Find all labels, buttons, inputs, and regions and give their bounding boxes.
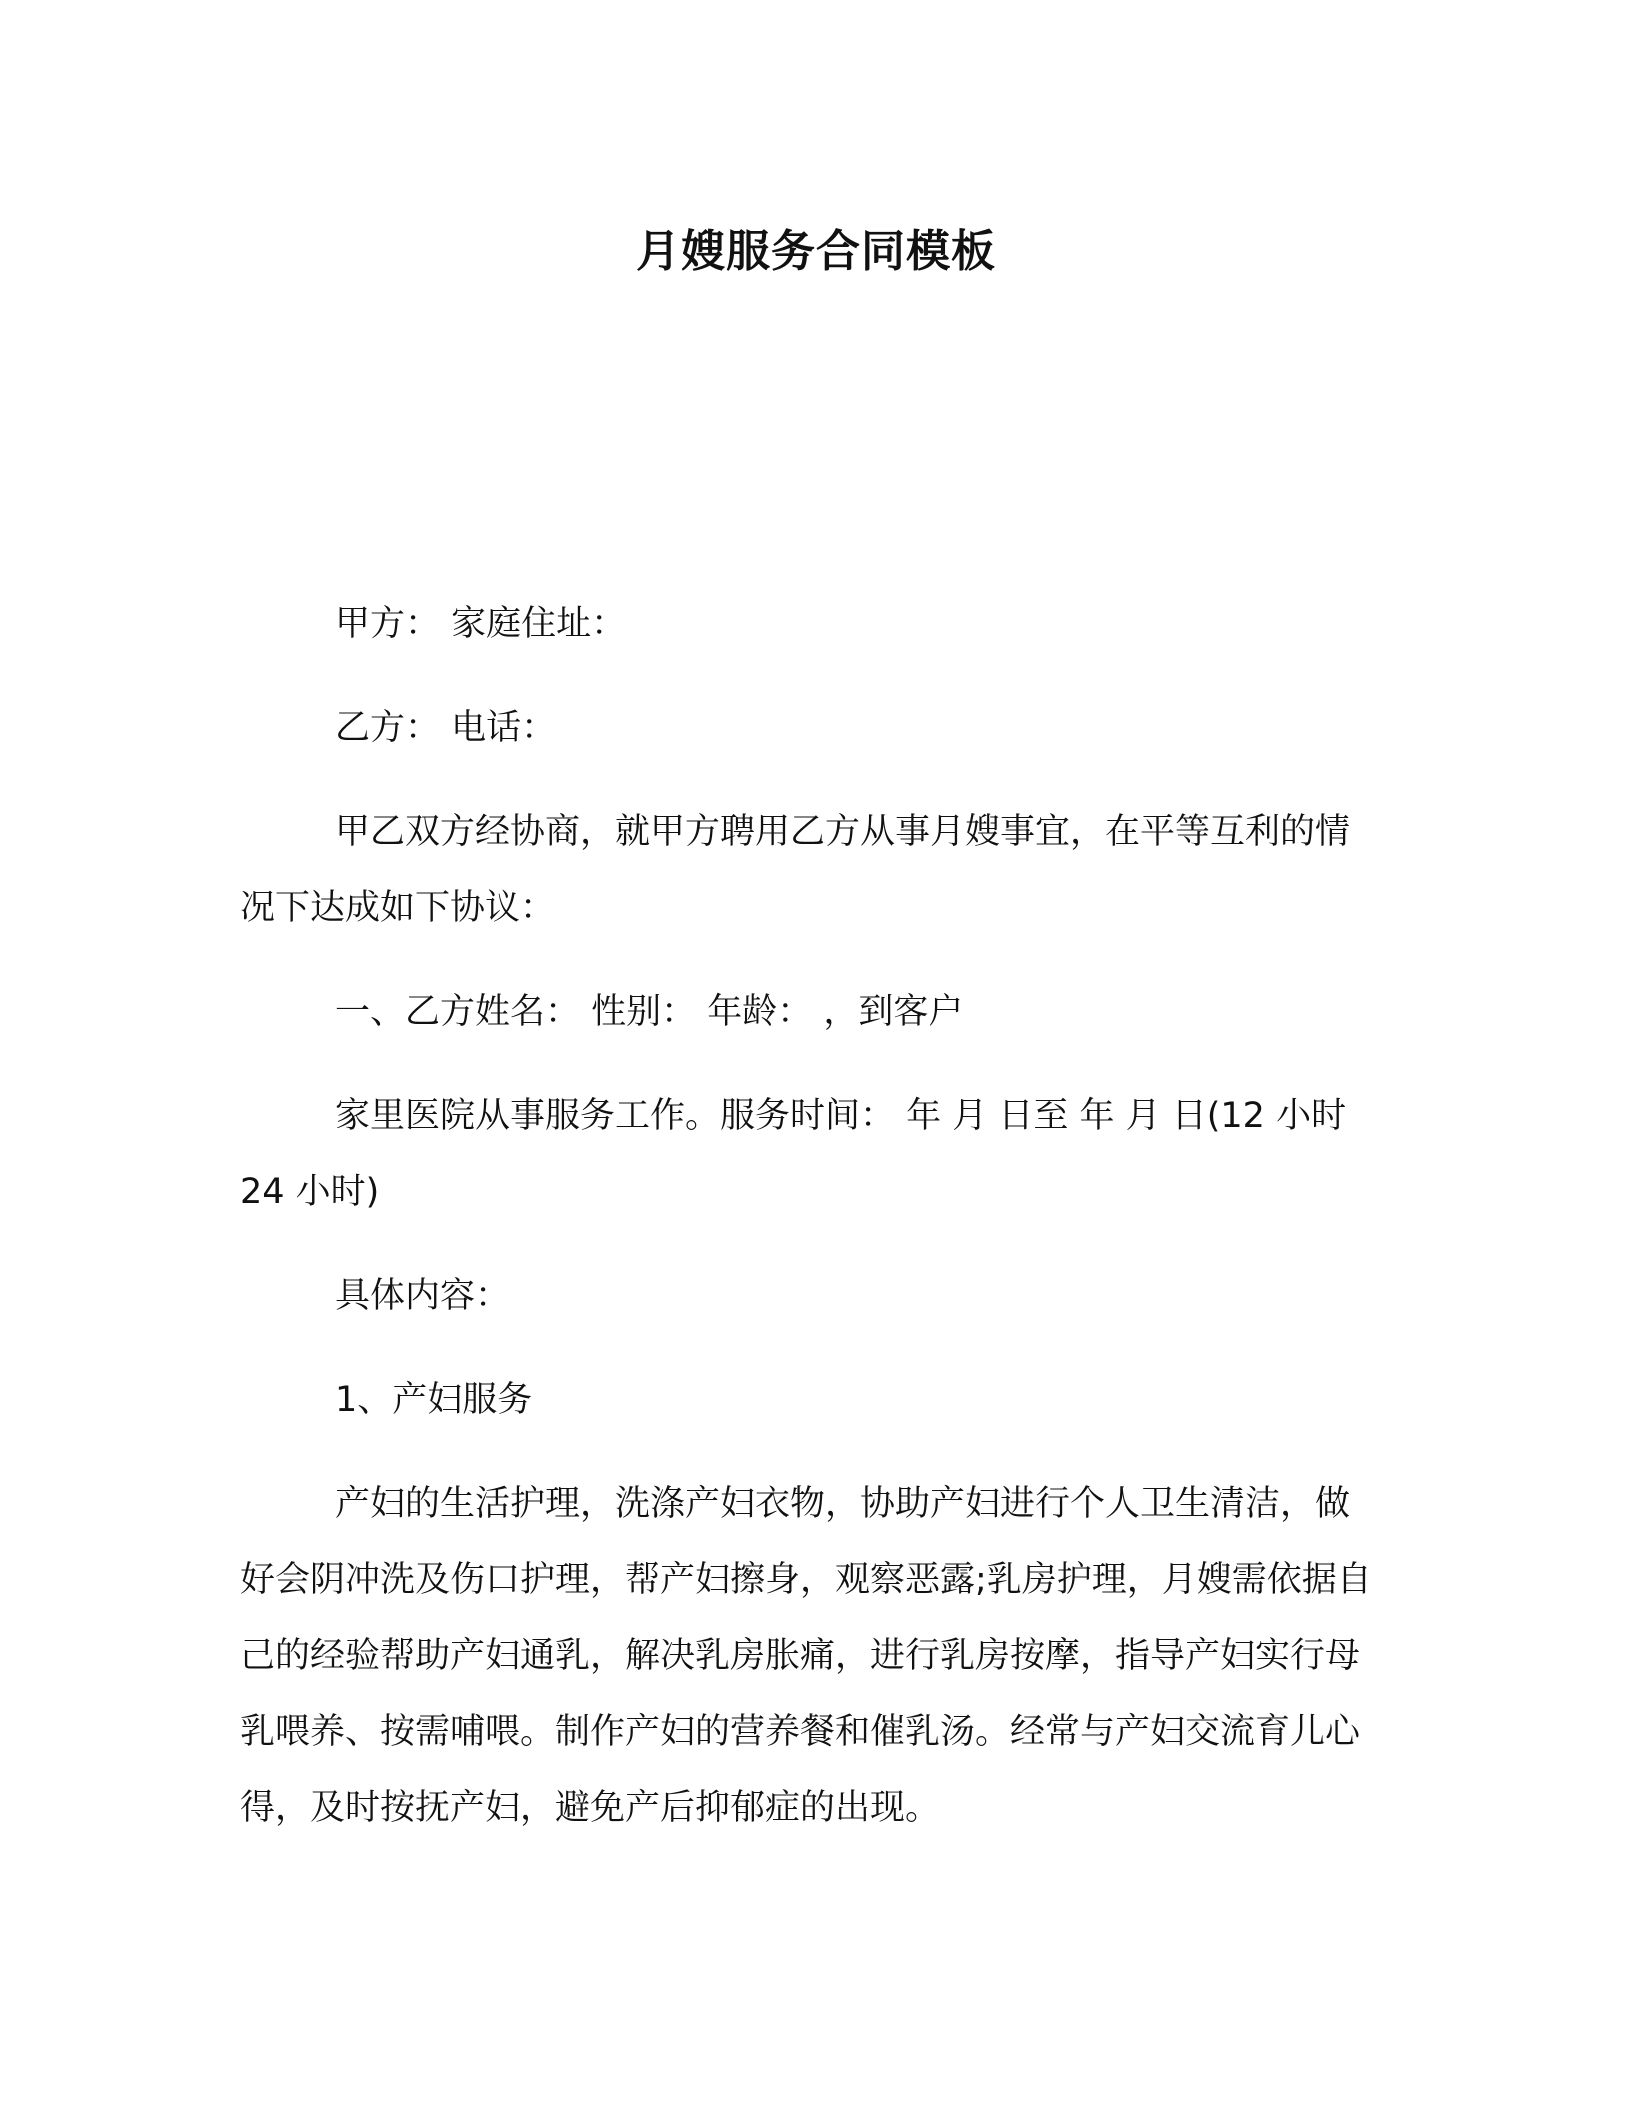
agreement-intro: 甲乙双方经协商，就甲方聘用乙方从事月嫂事宜，在平等互利的情况下达成如下协议：: [240, 812, 1351, 928]
clause-one-heading: 一、乙方姓名： 性别： 年龄： ，到客户: [335, 992, 964, 1032]
party-a-line: 甲方： 家庭住址：: [335, 604, 627, 644]
specific-content-heading: 具体内容：: [335, 1276, 511, 1316]
service-time-paragraph: 家里医院从事服务工作。服务时间： 年 月 日至 年 月 日(12 小时 24 小时): [240, 1096, 1347, 1212]
document-body: [240, 586, 1376, 1874]
document-title: 月嫂服务合同模板: [636, 226, 996, 277]
maternal-service-paragraph: 产妇的生活护理，洗涤产妇衣物，协助产妇进行个人卫生清洁，做好会阴冲洗及伤口护理，帮产妇擦身，观察恶露;乳房护理，月嫂需依据自己的经验帮助产妇通乳，解决乳房胀痛，进行乳房按摩，指导产妇实行母乳喂养、按需哺喂。制作产妇的营养餐和催乳汤。经常与产妇交流育儿心得，及时按抚产妇，避免产后抑郁症的出现。: [240, 1484, 1372, 1828]
party-b-line: 乙方： 电话：: [335, 708, 557, 748]
maternal-service-heading: 1、产妇服务: [335, 1380, 533, 1420]
